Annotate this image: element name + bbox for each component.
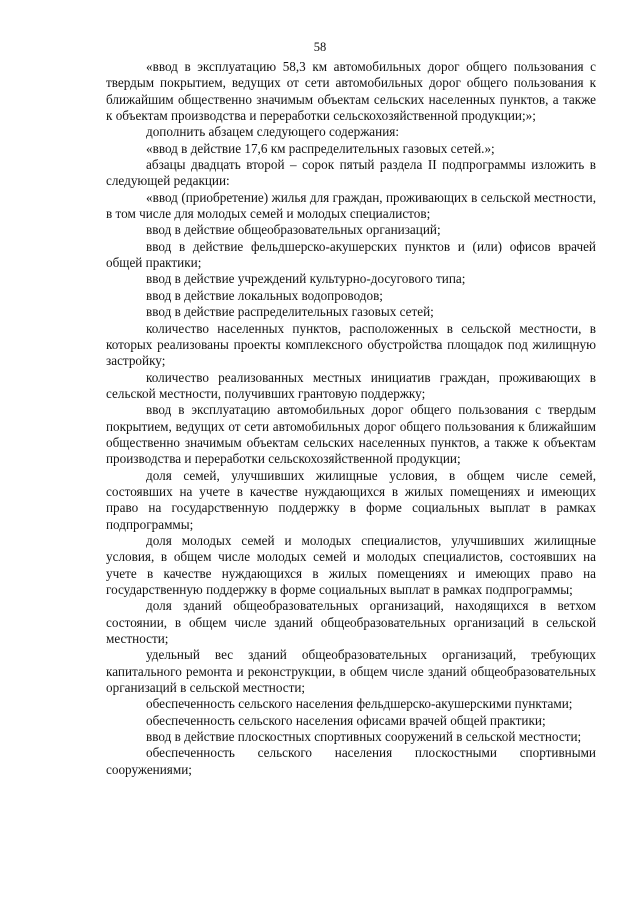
paragraph: ввод в эксплуатацию автомобильных дорог общего пользования с твердым покрытием, ведущих от сети автомобильных дорог общего пользования к ближайшим общественно значимым объектам сельских населенных пунктов, а также к объектам производства и переработки сельскохозяйственной продукции; [106,402,596,467]
paragraph: удельный вес зданий общеобразовательных организаций, требующих капитального ремонта и реконструкции, в общем числе зданий общеобразовательных организаций в сельской местности; [106,647,596,696]
paragraph: доля молодых семей и молодых специалистов, улучшивших жилищные условия, в общем числе молодых семей и молодых специалистов, состоявших на учете в качестве нуждающихся в жилых помещениях и имеющих право на государственную поддержку в форме социальных выплат в рамках подпрограммы; [106,532,596,597]
paragraph: «ввод в действие 17,6 км распределительных газовых сетей.»; [146,140,495,156]
paragraph: количество населенных пунктов, расположенных в сельской местности, в которых реализованы проекты комплексного обустройства площадок под жилищную застройку; [106,320,596,369]
paragraph: ввод в действие фельдшерско-акушерских пунктов и (или) офисов врачей общей практики; [106,238,596,271]
paragraph: количество реализованных местных инициатив граждан, проживающих в сельской местности, получивших грантовую поддержку; [106,369,596,401]
paragraph: дополнить абзацем следующего содержания: [146,124,400,140]
paragraph: абзацы двадцать второй – сорок пятый раздела II подпрограммы изложить в следующей редакции: [106,157,596,189]
paragraph: ввод в действие локальных водопроводов; [146,287,383,303]
paragraph: ввод в действие плоскостных спортивных сооружений в сельской местности; [146,729,582,745]
page-number: 58 [313,40,327,54]
paragraph: ввод в действие учреждений культурно-досугового типа; [146,271,466,287]
paragraph: ввод в действие общеобразовательных организаций; [146,222,441,238]
paragraph: «ввод в эксплуатацию 58,3 км автомобильных дорог общего пользования с твердым покрытием, ведущих от сети автомобильных дорог общего пользования к ближайшим общественно значимым объектам сельских населенных пунктов, а также к объектам производства и переработки сельскохозяйственной продукции;»; [106,59,596,124]
paragraph: доля семей, улучшивших жилищные условия, в общем числе семей, состоявших на учете в качестве нуждающихся в жилых помещениях и имеющих право на государственную поддержку в форме социальных выплат в рамках подпрограммы; [106,467,596,532]
document-body [106,59,596,778]
paragraph: ввод в действие распределительных газовых сетей; [146,304,434,320]
paragraph: обеспеченность сельского населения плоскостными спортивными сооружениями; [106,745,596,777]
paragraph: доля зданий общеобразовательных организаций, находящихся в ветхом состоянии, в общем числе зданий общеобразовательных организаций в сельской местности; [106,598,596,647]
paragraph: обеспеченность сельского населения офисами врачей общей практики; [146,712,546,728]
paragraph: обеспеченность сельского населения фельдшерско-акушерскими пунктами; [146,696,573,712]
paragraph: «ввод (приобретение) жилья для граждан, проживающих в сельской местности, в том числе для молодых семей и молодых специалистов; [106,189,596,222]
